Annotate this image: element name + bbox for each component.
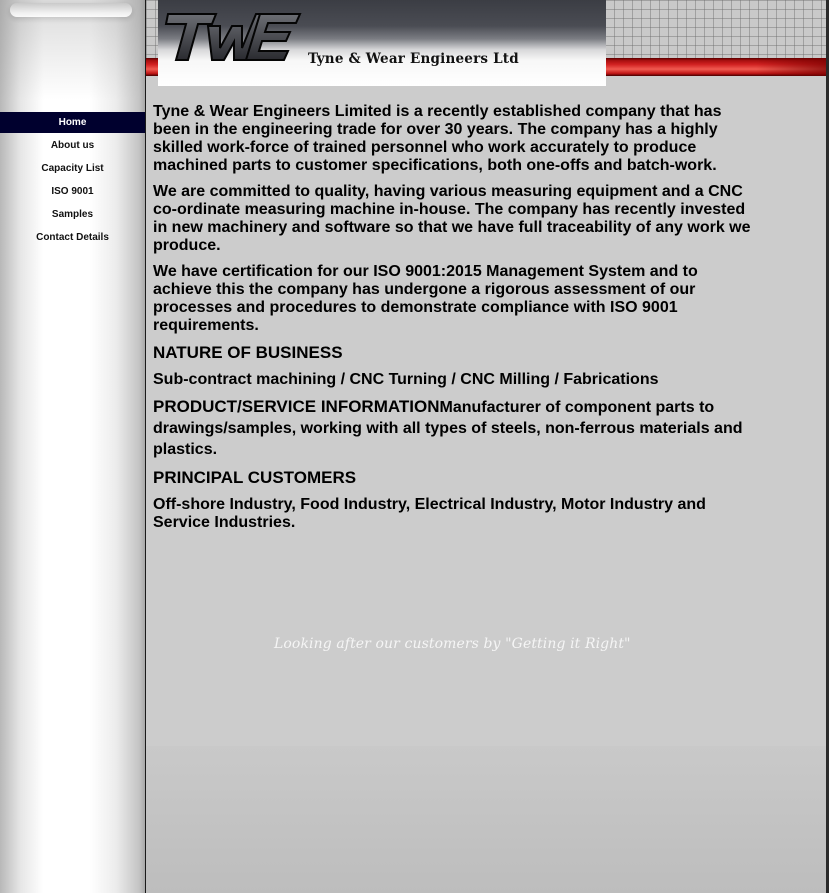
nav-item-home[interactable]: Home — [0, 112, 145, 133]
twe-logo-mark — [164, 10, 302, 66]
nav-item-samples[interactable]: Samples — [51, 209, 94, 220]
principal-customers-heading: PRINCIPAL CUSTOMERS — [153, 468, 357, 487]
nav-item-contact-details[interactable]: Contact Details — [36, 232, 109, 243]
site-logo-banner[interactable] — [158, 0, 606, 86]
product-service-section — [153, 397, 753, 460]
nav-item-about-us[interactable]: About us — [50, 140, 95, 151]
intro-paragraph: Tyne & Wear Engineers Limited is a recently established company that has been in the engineering trade for over 30 years. The company has a highly skilled work-force of trained personnel who work accurately to produce machined parts to customer specifications, both one-offs and batch-work. — [153, 103, 722, 174]
main-nav — [0, 112, 145, 250]
product-service-text: Manufacturer of component parts to drawings/samples, working with all types of steels, non-ferrous materials and plastics. — [153, 399, 743, 458]
principal-customers-text: Off-shore Industry, Food Industry, Electrical Industry, Motor Industry and Service Industries. — [153, 496, 706, 531]
company-slogan: Looking after our customers by "Getting it Right" — [274, 636, 631, 652]
company-name-logo-text: Tyne & Wear Engineers Ltd — [308, 51, 519, 67]
sidebar — [0, 0, 145, 893]
product-service-heading: PRODUCT/SERVICE INFORMATION — [153, 397, 440, 416]
certification-paragraph: We have certification for our ISO 9001:2015 Management System and to achieve this the company has undergone a rigorous assessment of our processes and procedures to demonstrate compliance with ISO 9001 requirements. — [153, 263, 698, 334]
main-content — [153, 101, 753, 540]
footer-shade — [146, 746, 826, 893]
nav-item-capacity-list[interactable]: Capacity List — [41, 163, 104, 174]
nav-item-iso-9001[interactable]: ISO 9001 — [51, 186, 94, 197]
sidebar-glow-decoration — [10, 3, 132, 17]
red-bar-shine — [756, 58, 826, 76]
nature-of-business-text: Sub-contract machining / CNC Turning / CNC Milling / Fabrications — [153, 371, 659, 388]
quality-paragraph: We are committed to quality, having various measuring equipment and a CNC co-ordinate measuring machine in-house. The company has recently invested in new machinery and software so that we have full traceability of any work we produce. — [153, 183, 751, 254]
nature-of-business-heading: NATURE OF BUSINESS — [153, 343, 343, 362]
